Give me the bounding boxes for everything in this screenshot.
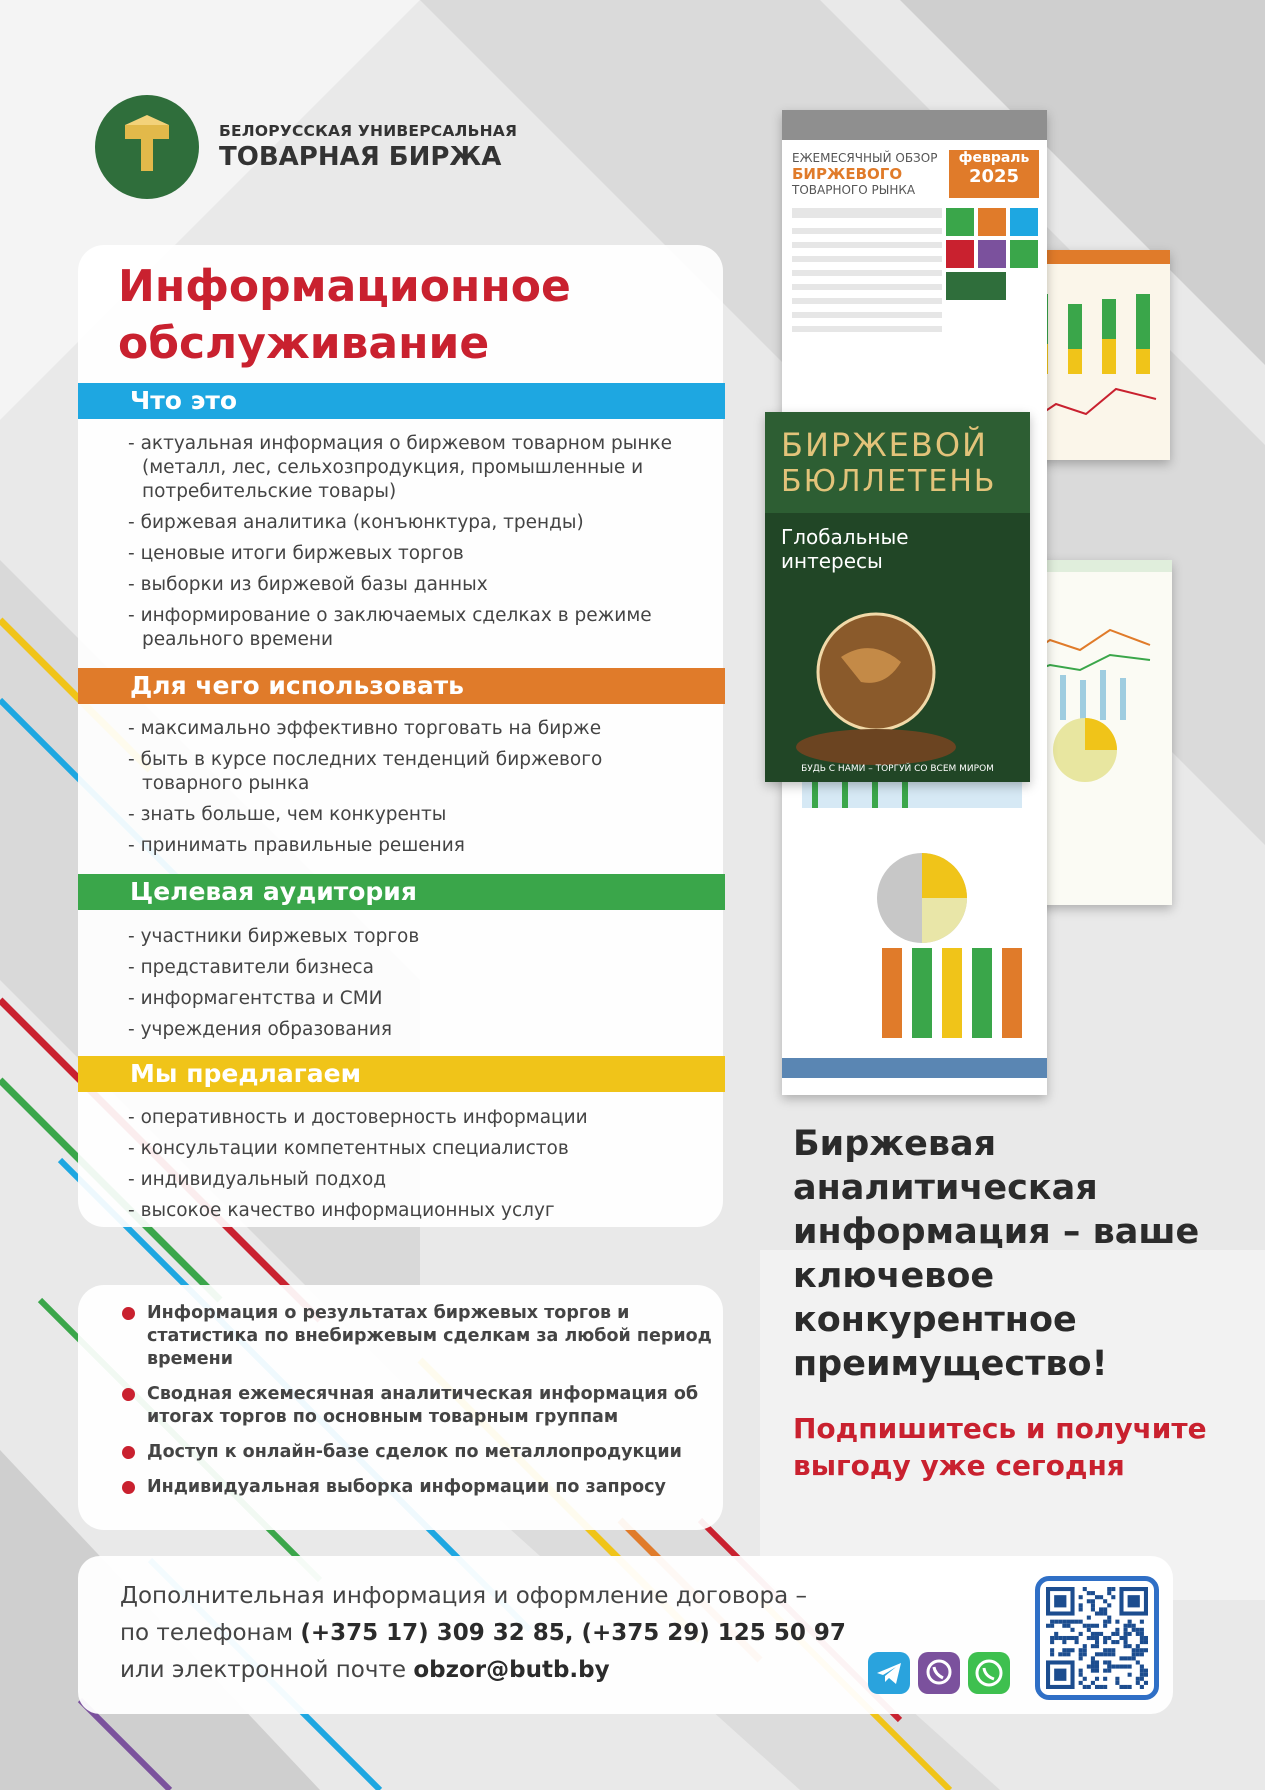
review-title2: БИРЖЕВОГО — [792, 165, 903, 183]
review-year: 2025 — [968, 166, 1020, 187]
page-title — [118, 258, 571, 372]
section-heading: Что это — [78, 383, 725, 419]
section-list — [128, 717, 688, 865]
offer-item — [122, 1383, 712, 1429]
list-item: - выборки из биржевой базы данных — [128, 573, 688, 597]
offer-item — [122, 1302, 712, 1371]
review-title3: ТОВАРНОГО РЫНКА — [792, 183, 916, 197]
section-heading: Целевая аудитория — [78, 874, 725, 910]
offer-text: Информация о результатах биржевых торгов и статистика по внебиржевым сделкам за любой период времени — [147, 1303, 712, 1369]
review-title1: ЕЖЕМЕСЯЧНЫЙ ОБЗОР — [792, 151, 938, 165]
section-heading: Для чего использовать — [78, 668, 725, 704]
title-line1: Информационное — [118, 261, 571, 312]
bulletin-subtitle2: интересы — [781, 549, 883, 573]
magazine-bulletin — [765, 412, 1030, 782]
logo-line2: ТОВАРНАЯ БИРЖА — [219, 142, 502, 172]
list-item: - ценовые итоги биржевых торгов — [128, 542, 688, 566]
messenger-icons — [868, 1652, 1010, 1694]
contact-line1: Дополнительная информация и оформление договора – — [120, 1583, 808, 1609]
list-item: - максимально эффективно торговать на бирже — [128, 717, 688, 741]
list-item: - участники биржевых торгов — [128, 925, 688, 949]
list-item: - консультации компетентных специалистов — [128, 1137, 688, 1161]
bullet-dot-icon — [122, 1481, 135, 1494]
viber-icon[interactable] — [918, 1652, 960, 1694]
bullet-dot-icon — [122, 1446, 135, 1459]
list-item: - высокое качество информационных услуг — [128, 1199, 688, 1223]
contact-line2-prefix: по телефонам — [120, 1620, 301, 1646]
list-item: - принимать правильные решения — [128, 834, 688, 858]
offer-item — [122, 1441, 712, 1464]
logo — [95, 95, 517, 199]
logo-emblem — [95, 95, 199, 199]
bullet-dot-icon — [122, 1388, 135, 1401]
logo-line1: БЕЛОРУССКАЯ УНИВЕРСАЛЬНАЯ — [219, 122, 518, 140]
review-month: февраль — [958, 150, 1030, 166]
bulletin-title2: БЮЛЛЕТЕНЬ — [781, 464, 997, 499]
bulletin-subtitle1: Глобальные — [781, 525, 909, 549]
contact-line3 — [120, 1652, 846, 1689]
list-item: - оперативность и достоверность информации — [128, 1106, 688, 1130]
bulletin-slogan: БУДЬ С НАМИ – ТОРГУЙ СО ВСЕМ МИРОМ — [801, 764, 994, 774]
list-item: - биржевая аналитика (конъюнктура, тренды) — [128, 511, 688, 535]
list-item: - быть в курсе последних тенденций биржевого товарного рынка — [128, 748, 688, 796]
title-line2: обслуживание — [118, 318, 490, 369]
bulletin-title1: БИРЖЕВОЙ — [781, 426, 988, 464]
offer-item — [122, 1476, 712, 1499]
call-to-action: Подпишитесь и получите выгоду уже сегодня — [793, 1412, 1207, 1482]
contact-info — [120, 1578, 846, 1689]
whatsapp-icon[interactable] — [968, 1652, 1010, 1694]
list-item: - информирование о заключаемых сделках в режиме реального времени — [128, 604, 688, 652]
bullet-dot-icon — [122, 1307, 135, 1320]
offer-text: Индивидуальная выборка информации по запросу — [147, 1477, 666, 1497]
list-item: - актуальная информация о биржевом товарном рынке (металл, лес, сельхозпродукция, промышленные и потребительские товары) — [128, 432, 688, 504]
contact-line2 — [120, 1615, 846, 1652]
headline: Биржевая аналитическая информация – ваше ключевое конкурентное преимущество! — [793, 1124, 1200, 1384]
section-heading: Мы предлагаем — [78, 1056, 725, 1092]
section-list — [128, 925, 688, 1049]
section-list — [128, 1106, 688, 1230]
list-item: - информагентства и СМИ — [128, 987, 688, 1011]
telegram-icon[interactable] — [868, 1652, 910, 1694]
qr-code[interactable] — [1035, 1576, 1159, 1700]
list-item: - представители бизнеса — [128, 956, 688, 980]
offer-text: Сводная ежемесячная аналитическая информация об итогах торгов по основным товарным группам — [147, 1384, 699, 1427]
offer-text: Доступ к онлайн-базе сделок по металлопродукции — [147, 1442, 682, 1462]
contact-phones[interactable]: (+375 17) 309 32 85, (+375 29) 125 50 97 — [300, 1620, 846, 1646]
section-list — [128, 432, 688, 659]
offers-list — [122, 1302, 712, 1511]
list-item: - индивидуальный подход — [128, 1168, 688, 1192]
contact-email[interactable]: obzor@butb.by — [413, 1657, 610, 1683]
list-item: - знать больше, чем конкуренты — [128, 803, 688, 827]
list-item: - учреждения образования — [128, 1018, 688, 1042]
contact-line3-prefix: или электронной почте — [120, 1657, 414, 1683]
